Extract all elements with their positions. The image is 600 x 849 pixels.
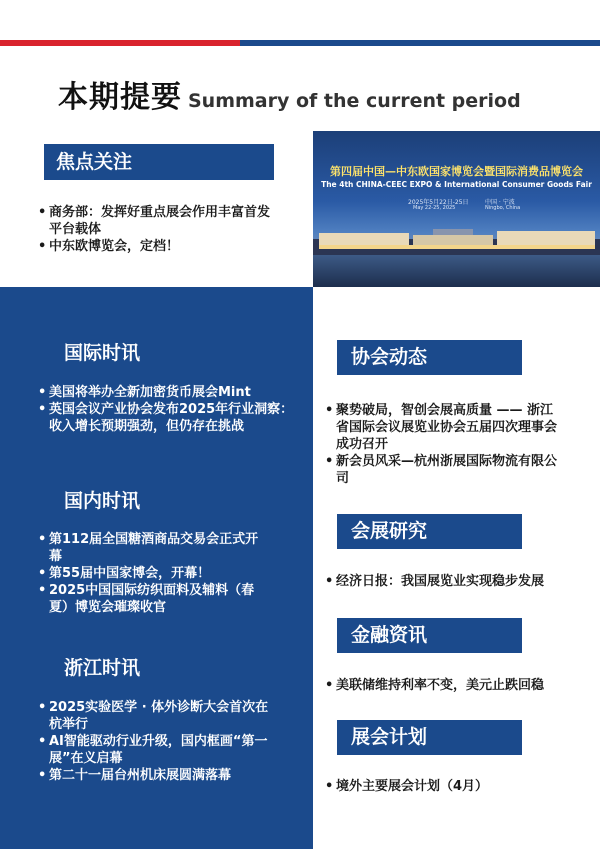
international-list: [38, 384, 294, 435]
banner-date-en: May 22-25, 2025: [413, 205, 456, 211]
zhejiang-item[interactable]: • 2025实验医学 · 体外诊断大会首次在杭举行: [38, 699, 270, 733]
finance-list: [325, 677, 595, 694]
expo-banner-image: [313, 131, 600, 287]
zhejiang-item[interactable]: • 第二十一届台州机床展圆满落幕: [38, 767, 270, 784]
research-item[interactable]: • 经济日报：我国展览业实现稳步发展: [325, 573, 595, 590]
banner-date-cn: 2025年5月22日-25日: [408, 199, 469, 206]
association-list: [325, 402, 563, 487]
focus-heading: 焦点关注: [44, 144, 274, 180]
association-item[interactable]: • 新会员风采—杭州浙展国际物流有限公司: [325, 453, 563, 487]
page-title: [58, 72, 521, 116]
research-heading: 会展研究: [337, 514, 522, 549]
zhejiang-list: [38, 699, 270, 784]
focus-item[interactable]: • 中东欧博览会，定档！: [38, 238, 278, 255]
domestic-item[interactable]: • 第112届全国糖酒商品交易会正式开幕: [38, 531, 260, 565]
page-title-en: Summary of the current period: [188, 90, 521, 112]
focus-list: [38, 204, 278, 255]
international-item[interactable]: • 英国会议产业协会发布2025年行业洞察：收入增长预期强劲，但仍存在挑战: [38, 401, 294, 435]
plan-item[interactable]: • 境外主要展会计划（4月）: [325, 778, 595, 795]
association-heading: 协会动态: [337, 340, 522, 375]
banner-title-en: The 4th CHINA-CEEC EXPO & International Consumer Goods Fair: [321, 180, 592, 189]
domestic-list: [38, 531, 260, 616]
focus-item[interactable]: • 商务部：发挥好重点展会作用丰富首发平台载体: [38, 204, 278, 238]
finance-item[interactable]: • 美联储维持利率不变，美元止跌回稳: [325, 677, 595, 694]
research-list: [325, 573, 595, 590]
international-item[interactable]: • 美国将举办全新加密货币展会Mint: [38, 384, 294, 401]
banner-water-reflection: [313, 255, 600, 287]
domestic-item[interactable]: • 2025中国国际纺织面料及辅料（春夏）博览会璀璨收官: [38, 582, 260, 616]
association-item[interactable]: • 聚势破局，智创会展高质量 —— 浙江省国际会议展览业协会五届四次理事会成功召开: [325, 402, 563, 453]
domestic-heading: 国内时讯: [64, 490, 141, 512]
banner-place-cn: 中国 · 宁波: [485, 199, 515, 206]
plan-list: [325, 778, 595, 795]
international-heading: 国际时讯: [64, 342, 141, 364]
domestic-item[interactable]: • 第55届中国家博会，开幕！: [38, 565, 260, 582]
banner-title-cn: 第四届中国—中东欧国家博览会暨国际消费品博览会: [330, 165, 583, 178]
top-accent-bar: [0, 40, 600, 46]
page-title-cn: 本期提要: [58, 80, 182, 115]
zhejiang-heading: 浙江时讯: [64, 657, 141, 679]
banner-place-en: Ningbo, China: [485, 205, 521, 211]
zhejiang-item[interactable]: • AI智能驱动行业升级，国内框画“第一展”在义启幕: [38, 733, 270, 767]
finance-heading: 金融资讯: [337, 618, 522, 653]
plan-heading: 展会计划: [337, 720, 522, 755]
expo-building-graphic: [313, 229, 600, 255]
